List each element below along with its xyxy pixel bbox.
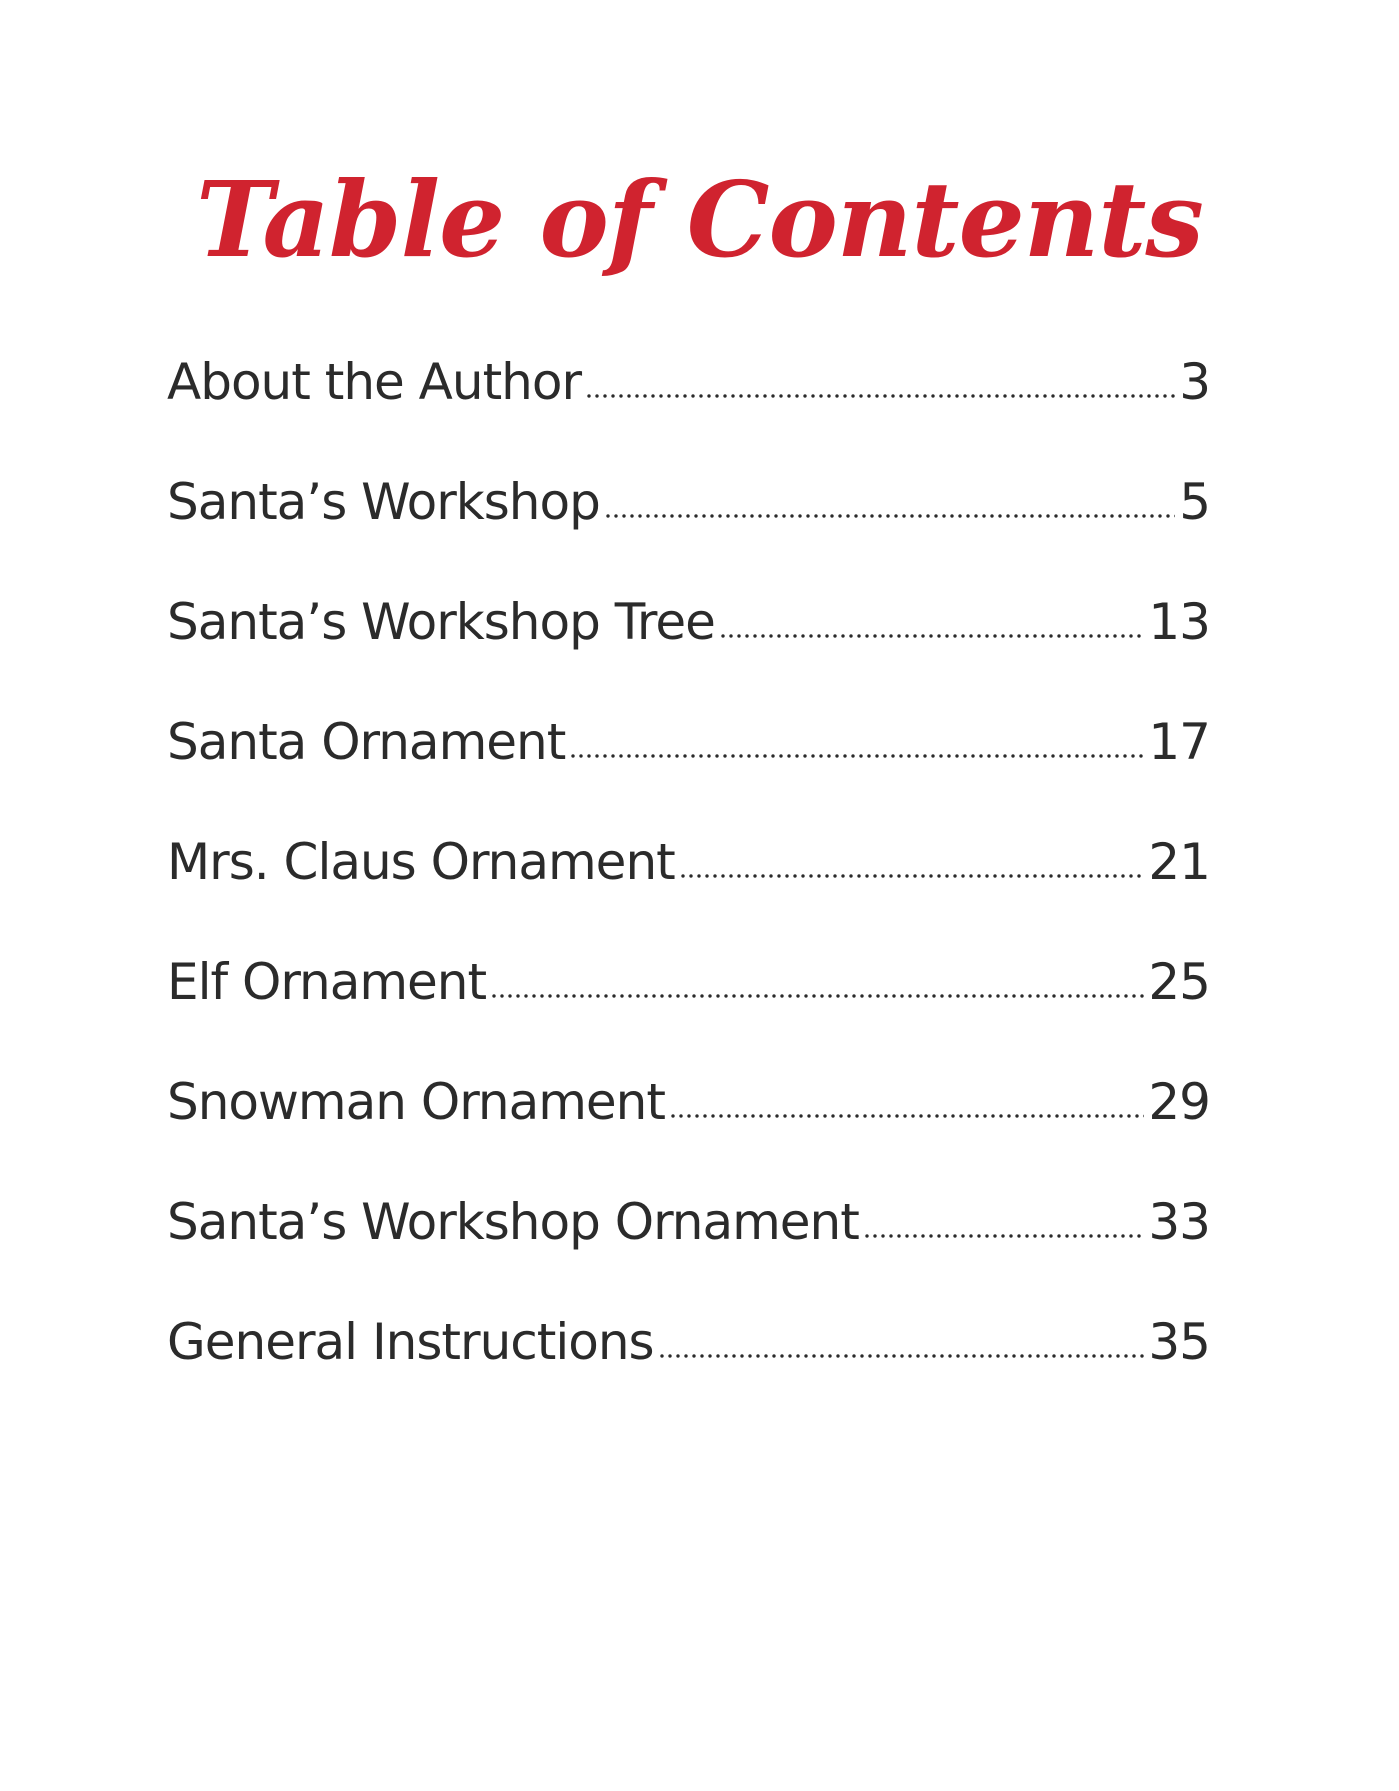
toc-entry-page-number: 33 (1148, 1193, 1210, 1251)
toc-entry (167, 587, 1210, 707)
toc-entry-page-number: 29 (1148, 1073, 1210, 1131)
dot-leader (569, 753, 1144, 759)
toc-entry-title: Santa Ornament (167, 713, 566, 771)
toc-entry (167, 1067, 1210, 1187)
dot-leader (658, 1353, 1145, 1359)
toc-entry (167, 947, 1210, 1067)
toc-entry (167, 1187, 1210, 1307)
dot-leader (585, 393, 1175, 399)
toc-entry-page-number: 25 (1148, 953, 1210, 1011)
table-of-contents (167, 347, 1210, 1427)
dot-leader (604, 513, 1175, 519)
toc-entry-page-number: 35 (1148, 1313, 1210, 1371)
toc-entry-page-number: 3 (1179, 353, 1210, 411)
toc-entry (167, 827, 1210, 947)
toc-entry-title: Snowman Ornament (167, 1073, 665, 1131)
toc-entry-title: About the Author (167, 353, 582, 411)
dot-leader (719, 633, 1144, 639)
dot-leader (669, 1113, 1144, 1119)
toc-entry-title: Mrs. Claus Ornament (167, 833, 675, 891)
toc-entry-page-number: 21 (1148, 833, 1210, 891)
dot-leader (863, 1233, 1145, 1239)
toc-entry-page-number: 13 (1148, 593, 1210, 651)
toc-entry-title: General Instructions (167, 1313, 654, 1371)
toc-entry-page-number: 5 (1179, 473, 1210, 531)
dot-leader (679, 873, 1145, 879)
page-title: Table of Contents (196, 158, 1203, 281)
toc-entry (167, 467, 1210, 587)
toc-entry (167, 1307, 1210, 1427)
dot-leader (490, 993, 1144, 999)
toc-entry-title: Santa’s Workshop Tree (167, 593, 715, 651)
toc-entry-title: Santa’s Workshop (167, 473, 600, 531)
toc-entry-title: Santa’s Workshop Ornament (167, 1193, 859, 1251)
toc-entry (167, 347, 1210, 467)
toc-entry-title: Elf Ornament (167, 953, 487, 1011)
toc-entry-page-number: 17 (1148, 713, 1210, 771)
toc-entry (167, 707, 1210, 827)
